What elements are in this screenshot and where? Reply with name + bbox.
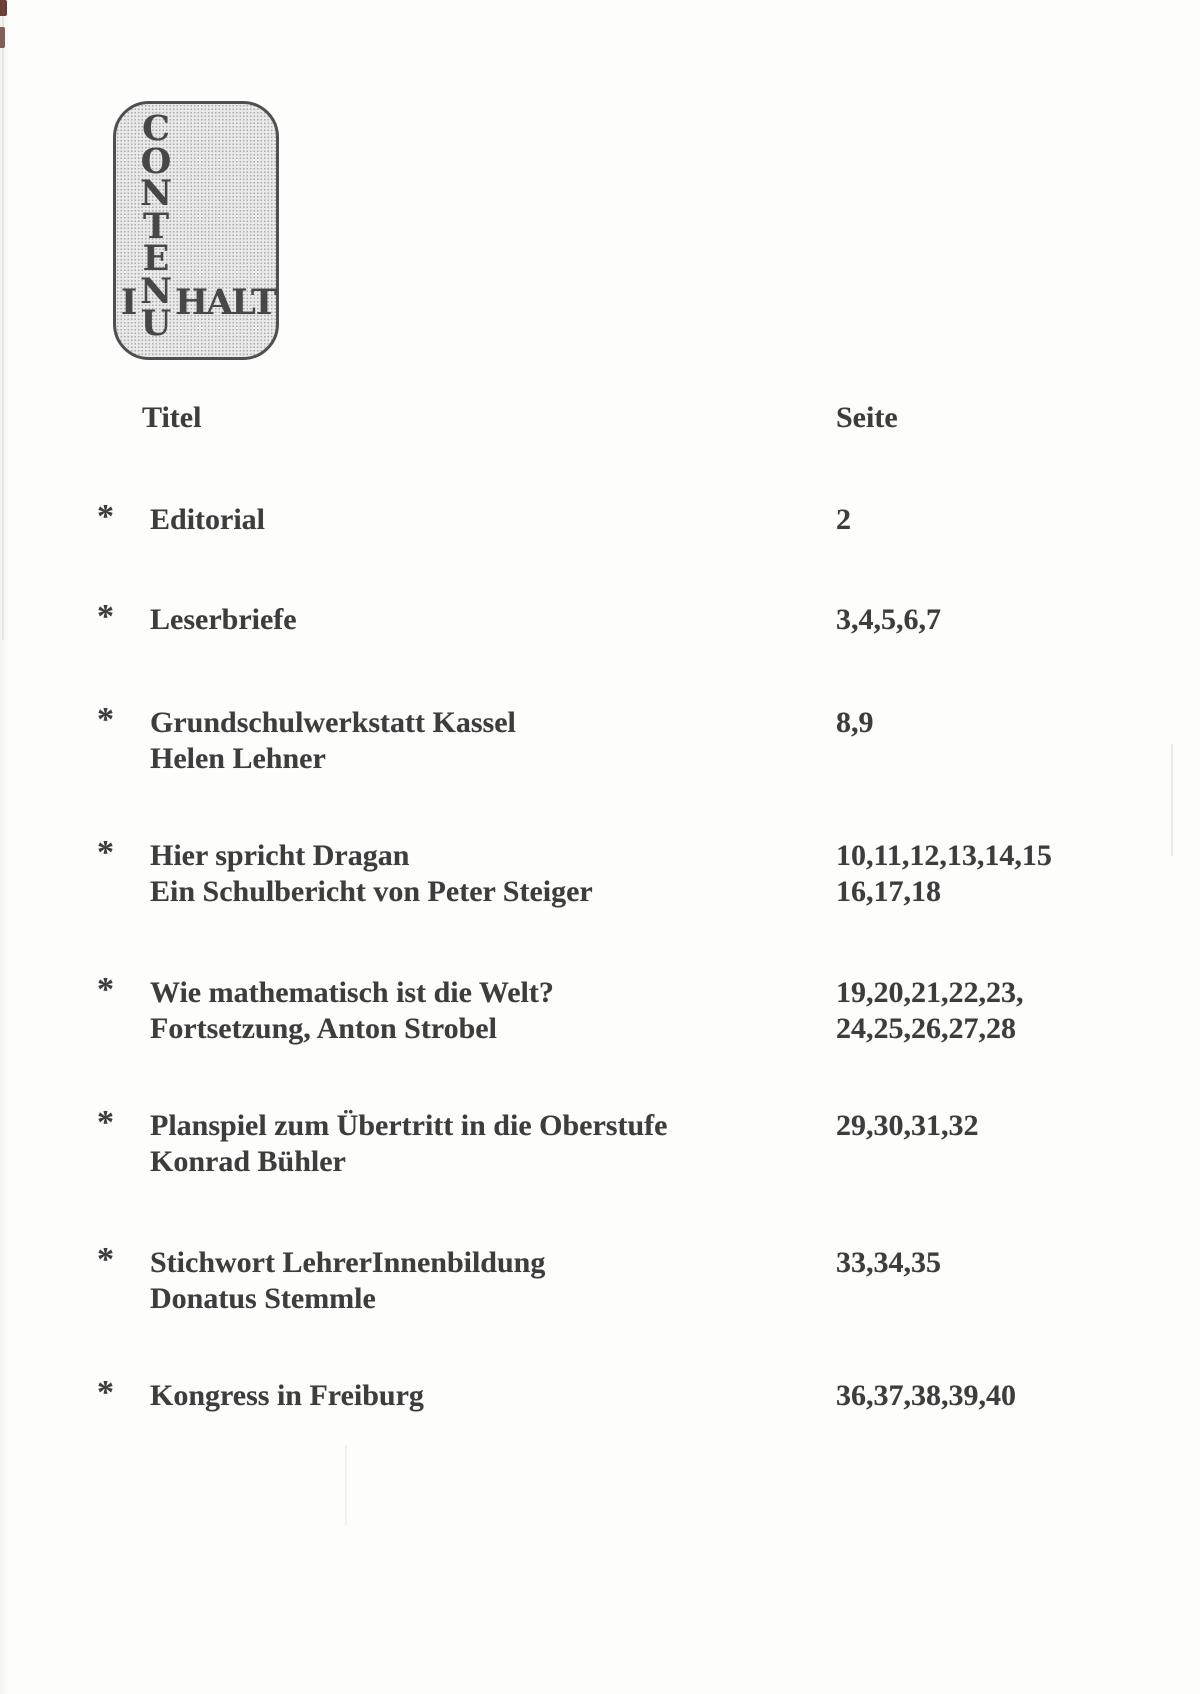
- toc-pages: 29,30,31,32: [836, 1109, 979, 1142]
- toc-author: Donatus Stemmle: [150, 1282, 376, 1315]
- toc-pages: 3,4,5,6,7: [836, 603, 941, 636]
- scan-artifact-smudge: [345, 1445, 347, 1525]
- column-header-seite: Seite: [836, 401, 898, 434]
- bullet-asterisk: *: [97, 498, 114, 535]
- bullet-asterisk: *: [97, 598, 114, 635]
- toc-pages: 19,20,21,22,23,: [836, 976, 1024, 1009]
- toc-title: Grundschulwerkstatt Kassel: [150, 706, 516, 739]
- toc-title: Editorial: [150, 503, 266, 536]
- toc-pages: 8,9: [836, 706, 874, 739]
- toc-title: Wie mathematisch ist die Welt?: [150, 976, 554, 1009]
- logo-letter: T: [142, 205, 170, 247]
- toc-pages: 16,17,18: [836, 875, 941, 908]
- logo-letter: N: [140, 173, 172, 214]
- logo-letter: O: [140, 140, 172, 182]
- logo-letter: N: [140, 270, 172, 312]
- scan-artifact-edge-line: [2, 0, 4, 640]
- bullet-asterisk: *: [97, 834, 114, 871]
- toc-pages: 36,37,38,39,40: [836, 1379, 1016, 1412]
- inhalt-contenu-logo: [113, 101, 279, 360]
- toc-title: Hier spricht Dragan: [150, 839, 410, 872]
- toc-author: Helen Lehner: [150, 742, 326, 775]
- toc-pages: 33,34,35: [836, 1246, 941, 1279]
- toc-title: Leserbriefe: [150, 603, 297, 636]
- logo-letter: E: [142, 238, 170, 279]
- toc-subtitle: Fortsetzung, Anton Strobel: [150, 1012, 497, 1045]
- bullet-asterisk: *: [97, 1104, 114, 1141]
- toc-subtitle: Ein Schulbericht von Peter Steiger: [150, 875, 593, 908]
- bullet-asterisk: *: [97, 701, 114, 738]
- toc-title: Kongress in Freiburg: [150, 1379, 424, 1412]
- logo-inhalt-halt: HALT: [175, 282, 276, 323]
- bullet-asterisk: *: [97, 1241, 114, 1278]
- toc-pages: 24,25,26,27,28: [836, 1012, 1016, 1045]
- logo-letter: C: [142, 108, 170, 149]
- bullet-asterisk: *: [97, 971, 114, 1008]
- logo-inhalt-i: I: [120, 282, 138, 323]
- logo-letter: U: [140, 303, 172, 344]
- toc-title: Stichwort LehrerInnenbildung: [150, 1246, 546, 1279]
- scan-artifact-line: [1171, 744, 1173, 856]
- logo-vertical-word-contenu: [140, 108, 172, 344]
- toc-pages: 2: [836, 503, 851, 536]
- column-header-titel: Titel: [142, 401, 202, 434]
- toc-author: Konrad Bühler: [150, 1145, 346, 1178]
- toc-title: Planspiel zum Übertritt in die Oberstufe: [150, 1109, 668, 1142]
- bullet-asterisk: *: [97, 1374, 114, 1411]
- toc-pages: 10,11,12,13,14,15: [836, 839, 1052, 872]
